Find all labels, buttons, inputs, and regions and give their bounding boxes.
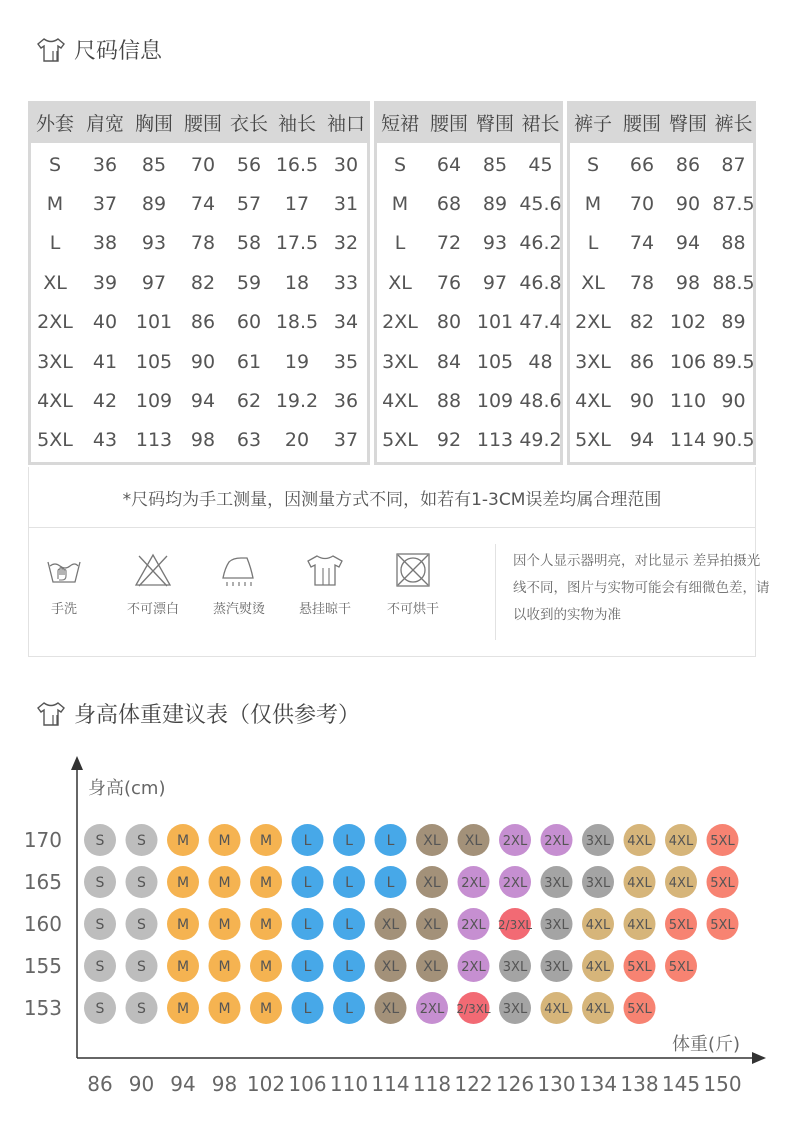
table-cell: 85	[482, 153, 508, 176]
size-dot-label: M	[259, 833, 273, 849]
height-weight-chart	[0, 740, 790, 1123]
size-dot-label: S	[95, 917, 105, 933]
table-cell: 3XL	[575, 350, 611, 373]
table-cell: 74	[190, 193, 216, 216]
jacket-table-header	[28, 101, 370, 143]
size-dot-label: L	[386, 875, 395, 891]
table-cell: 39	[92, 271, 118, 294]
table-cell: 17	[284, 193, 310, 216]
size-dot-label: 4XL	[668, 876, 694, 891]
table-cell: 43	[92, 429, 118, 452]
column-header: 腰围	[622, 112, 661, 135]
table-cell: 18.5	[275, 311, 319, 334]
table-cell: XL	[581, 271, 605, 294]
table-cell: 46.8	[519, 271, 562, 294]
table-cell: 101	[135, 311, 173, 334]
table-cell: 72	[436, 232, 462, 255]
hang-dry-icon	[305, 552, 345, 588]
column-header: 裤长	[714, 112, 753, 135]
table-cell: 64	[436, 153, 462, 176]
table-cell: 58	[236, 232, 262, 255]
table-row	[28, 381, 370, 420]
table-cell: 90.5	[712, 429, 755, 452]
table-cell: 32	[333, 232, 359, 255]
y-tick-label: 165	[23, 870, 62, 894]
table-cell: 59	[236, 271, 262, 294]
size-dot-label: 4XL	[585, 918, 611, 933]
table-cell: 49.2	[519, 429, 562, 452]
table-cell: 86	[675, 153, 701, 176]
table-cell: 46.2	[519, 232, 562, 255]
table-cell: 35	[333, 350, 359, 373]
chart-marks	[24, 824, 742, 1096]
table-cell: 78	[629, 271, 655, 294]
table-row	[28, 263, 370, 302]
size-dot-label: M	[176, 959, 190, 975]
y-tick-label: 153	[23, 996, 62, 1020]
table-cell: 37	[92, 193, 118, 216]
x-tick-label: 126	[495, 1072, 535, 1096]
care-instructions	[28, 527, 770, 657]
table-cell: 78	[190, 232, 216, 255]
size-dot-label: M	[218, 833, 231, 849]
size-dot-label: 2/3XL	[497, 918, 533, 932]
table-cell: XL	[43, 271, 67, 294]
size-dot-label: 5XL	[668, 960, 694, 975]
size-dot-label: S	[137, 959, 146, 975]
no-tumble-dry-icon	[393, 552, 433, 588]
measurement-note-text: *尺码均为手工测量，因测量方式不同，如若有1-3CM误差均属合理范围	[122, 489, 662, 510]
table-cell: 101	[476, 311, 514, 334]
size-dot-label: 2XL	[502, 876, 528, 891]
column-header: 外套	[35, 112, 74, 135]
table-cell: 102	[669, 311, 707, 334]
table-cell: 90	[629, 390, 655, 413]
size-dot-label: 2XL	[544, 834, 569, 849]
table-cell: 45.6	[519, 193, 562, 216]
table-cell: 36	[333, 390, 359, 413]
size-dot-label: 5XL	[710, 876, 735, 891]
table-cell: 94	[190, 390, 216, 413]
size-dot-label: 3XL	[544, 918, 569, 933]
y-tick-label: 170	[23, 828, 62, 852]
table-row	[374, 263, 563, 302]
table-cell: 36	[92, 153, 118, 176]
table-cell: 82	[190, 271, 216, 294]
size-dot-label: 4XL	[627, 876, 652, 891]
table-row	[374, 184, 563, 223]
size-dot-label: L	[345, 875, 353, 891]
table-row	[28, 421, 370, 460]
size-dot-label: M	[218, 875, 231, 891]
pants-table-header	[567, 101, 756, 143]
size-dot-label: L	[345, 959, 353, 975]
size-dot-label: 4XL	[668, 834, 694, 849]
y-axis-arrow	[71, 756, 83, 770]
table-cell: 3XL	[382, 350, 418, 373]
size-dot-label: 3XL	[585, 876, 611, 891]
size-dot-label: XL	[381, 1001, 400, 1017]
size-dot-label: 5XL	[668, 918, 694, 933]
table-cell: 92	[436, 429, 462, 452]
table-cell: 113	[135, 429, 173, 452]
pants-size-table	[567, 101, 756, 465]
size-dot-label: M	[218, 917, 231, 933]
size-dot-label: M	[176, 917, 190, 933]
size-dot-label: XL	[423, 875, 441, 891]
table-row	[28, 145, 370, 184]
table-cell: M	[391, 193, 409, 216]
care-label: 不可漂白	[126, 602, 179, 617]
size-dot-label: L	[345, 917, 353, 933]
size-dot-label: 4XL	[627, 918, 652, 933]
size-dot-label: M	[259, 875, 273, 891]
size-dot-label: 4XL	[627, 834, 652, 849]
table-cell: 3XL	[37, 350, 73, 373]
size-dot-label: 5XL	[710, 918, 735, 933]
table-row	[567, 184, 756, 223]
table-cell: 34	[333, 311, 359, 334]
size-dot-label: M	[259, 1001, 273, 1017]
table-cell: 2XL	[382, 311, 418, 334]
size-dot-label: 4XL	[544, 1002, 569, 1017]
table-cell: 110	[669, 390, 707, 413]
table-row	[567, 145, 756, 184]
table-cell: 90	[190, 350, 216, 373]
table-cell: 60	[236, 311, 262, 334]
table-row	[567, 342, 756, 381]
table-cell: 18	[284, 271, 310, 294]
care-item-steam-iron	[204, 552, 274, 617]
size-dot-label: L	[303, 917, 312, 933]
size-dot-label: M	[218, 1001, 231, 1017]
x-tick-label: 102	[246, 1072, 286, 1096]
table-cell: M	[46, 193, 64, 216]
table-cell: 88.5	[712, 271, 755, 294]
x-tick-label: 150	[703, 1072, 742, 1096]
table-cell: 98	[190, 429, 216, 452]
table-cell: 109	[476, 390, 514, 413]
size-info-title: 尺码信息	[74, 39, 163, 64]
size-dot-label: S	[95, 1001, 105, 1017]
table-cell: 40	[92, 311, 118, 334]
column-header: 臀围	[475, 112, 514, 135]
size-dot-label: S	[95, 959, 105, 975]
measurement-note	[28, 467, 756, 528]
table-cell: 89	[482, 193, 508, 216]
table-cell: 48.6	[519, 390, 562, 413]
table-cell: 113	[476, 429, 514, 452]
table-cell: 61	[236, 350, 262, 373]
hand-wash-icon	[44, 552, 84, 588]
care-item-no-tumble-dry	[378, 552, 448, 617]
table-cell: S	[586, 153, 600, 176]
height-weight-heading	[36, 698, 360, 729]
skirt-table-header	[374, 101, 563, 143]
table-cell: 47.4	[519, 311, 562, 334]
table-cell: 88	[721, 232, 746, 255]
care-divider	[495, 544, 496, 640]
table-cell: 70	[190, 153, 216, 176]
column-header: 肩宽	[85, 112, 124, 135]
table-cell: 45	[528, 153, 553, 176]
table-cell: 88	[436, 390, 462, 413]
table-cell: 89.5	[712, 350, 755, 373]
table-cell: 62	[236, 390, 262, 413]
table-row	[374, 381, 563, 420]
size-dot-label: 5XL	[627, 960, 652, 975]
table-cell: S	[393, 153, 407, 176]
table-row	[374, 145, 563, 184]
size-dot-label: XL	[464, 833, 483, 849]
table-cell: 5XL	[37, 429, 73, 452]
table-cell: 84	[436, 350, 462, 373]
table-row	[567, 224, 756, 263]
size-dot-label: 5XL	[627, 1002, 652, 1017]
size-dot-label: L	[345, 833, 353, 849]
column-header: 腰围	[429, 112, 468, 135]
table-cell: 86	[629, 350, 655, 373]
table-cell: 17.5	[275, 232, 319, 255]
size-dot-label: XL	[423, 833, 441, 849]
x-tick-label: 106	[288, 1072, 327, 1096]
jacket-size-table	[28, 101, 370, 465]
steam-iron-icon	[219, 552, 259, 588]
size-dot-label: 2XL	[502, 834, 528, 849]
table-cell: 76	[436, 271, 462, 294]
size-dot-label: XL	[381, 917, 400, 933]
table-cell: 4XL	[382, 390, 418, 413]
size-dot-label: 3XL	[502, 960, 528, 975]
column-header: 袖口	[326, 112, 365, 135]
x-tick-label: 134	[578, 1072, 618, 1096]
table-row	[567, 303, 756, 342]
table-cell: 57	[236, 193, 262, 216]
table-cell: L	[49, 232, 61, 255]
y-tick-label: 155	[23, 954, 62, 978]
care-item-hand-wash	[29, 552, 99, 617]
table-cell: 4XL	[575, 390, 611, 413]
size-dot-label: 3XL	[502, 1002, 528, 1017]
size-dot-label: L	[303, 833, 312, 849]
x-tick-label: 114	[371, 1072, 410, 1096]
table-cell: 4XL	[37, 390, 73, 413]
size-dot-label: 5XL	[710, 834, 735, 849]
x-tick-label: 122	[454, 1072, 493, 1096]
size-dot-label: M	[176, 833, 190, 849]
table-cell: 87	[721, 153, 746, 176]
care-item-hang-dry	[290, 552, 360, 617]
care-label: 不可烘干	[386, 602, 439, 617]
pants-table-body	[567, 145, 756, 460]
x-tick-label: 98	[211, 1072, 238, 1096]
table-cell: 114	[669, 429, 707, 452]
table-cell: 16.5	[275, 153, 319, 176]
x-tick-label: 94	[170, 1072, 196, 1096]
table-cell: 5XL	[575, 429, 611, 452]
table-cell: 86	[190, 311, 216, 334]
table-cell: 37	[333, 429, 359, 452]
column-header: 裤子	[573, 112, 612, 135]
size-dot-label: L	[303, 1001, 312, 1017]
column-header: 裙长	[521, 112, 560, 135]
skirt-table-body	[374, 145, 563, 460]
table-cell: 98	[675, 271, 701, 294]
height-weight-title: 身高体重建议表（仅供参考）	[74, 703, 361, 728]
size-dot-label: M	[259, 959, 273, 975]
size-dot-label: XL	[423, 959, 441, 975]
table-cell: 19	[284, 350, 310, 373]
table-cell: 80	[436, 311, 462, 334]
table-cell: 97	[482, 271, 508, 294]
table-cell: 5XL	[382, 429, 418, 452]
size-dot-label: 4XL	[585, 960, 611, 975]
tshirt-icon	[36, 37, 66, 63]
x-tick-label: 130	[537, 1072, 576, 1096]
size-dot-label: M	[218, 959, 231, 975]
table-cell: 42	[92, 390, 118, 413]
table-cell: 89	[141, 193, 167, 216]
size-dot-label: 2XL	[461, 918, 486, 933]
table-cell: 68	[436, 193, 462, 216]
size-dot-label: S	[137, 875, 146, 891]
x-tick-label: 86	[87, 1072, 113, 1096]
tshirt-icon	[36, 701, 66, 727]
table-cell: 48	[528, 350, 553, 373]
table-cell: 33	[333, 271, 359, 294]
table-row	[28, 342, 370, 381]
column-header: 衣长	[229, 112, 268, 135]
column-header: 袖长	[277, 112, 316, 135]
skirt-size-table	[374, 101, 563, 465]
table-cell: 97	[141, 271, 167, 294]
table-row	[374, 224, 563, 263]
table-cell: L	[394, 232, 406, 255]
table-cell: 87.5	[712, 193, 755, 216]
x-tick-label: 145	[661, 1072, 701, 1096]
size-dot-label: 2XL	[461, 960, 486, 975]
table-cell: 2XL	[575, 311, 611, 334]
table-cell: 93	[482, 232, 508, 255]
x-axis-arrow	[752, 1052, 766, 1064]
table-cell: 41	[92, 350, 118, 373]
size-dot-label: 2/3XL	[456, 1002, 491, 1016]
no-bleach-icon	[133, 552, 173, 588]
table-cell: 105	[135, 350, 173, 373]
table-row	[374, 421, 563, 460]
size-dot-label: S	[137, 1001, 146, 1017]
size-dot-label: M	[176, 1001, 190, 1017]
table-cell: 82	[629, 311, 655, 334]
x-axis-label: 体重(斤)	[671, 1034, 740, 1055]
size-dot-label: 3XL	[544, 960, 569, 975]
table-row	[374, 342, 563, 381]
size-dot-label: L	[303, 959, 312, 975]
y-tick-label: 160	[23, 912, 62, 936]
size-dot-label: L	[303, 875, 312, 891]
table-cell: 56	[236, 153, 262, 176]
column-header: 腰围	[183, 112, 222, 135]
size-info-heading	[36, 34, 162, 65]
table-cell: XL	[388, 271, 412, 294]
table-row	[28, 224, 370, 263]
column-header: 短裙	[380, 112, 419, 135]
size-dot-label: L	[386, 833, 395, 849]
table-cell: 90	[721, 390, 746, 413]
size-dot-label: S	[95, 875, 105, 891]
column-header: 臀围	[668, 112, 707, 135]
table-cell: 38	[92, 232, 118, 255]
size-dot-label: XL	[381, 959, 400, 975]
x-tick-label: 90	[128, 1072, 155, 1096]
size-dot-label: S	[137, 917, 146, 933]
table-cell: 89	[721, 311, 746, 334]
table-row	[567, 421, 756, 460]
size-dot-label: M	[176, 875, 190, 891]
table-cell: 85	[141, 153, 167, 176]
table-row	[28, 303, 370, 342]
table-row	[567, 381, 756, 420]
table-cell: 30	[333, 153, 359, 176]
table-cell: L	[587, 232, 599, 255]
jacket-table-body	[28, 145, 370, 460]
table-cell: 63	[236, 429, 262, 452]
size-dot-label: S	[95, 833, 105, 849]
table-cell: 70	[629, 193, 655, 216]
table-cell: 2XL	[37, 311, 73, 334]
x-tick-label: 138	[620, 1072, 659, 1096]
table-cell: M	[584, 193, 602, 216]
size-dot-label: 2XL	[419, 1002, 445, 1017]
table-row	[567, 263, 756, 302]
table-cell: S	[48, 153, 62, 176]
y-axis-label: 身高(cm)	[88, 778, 166, 799]
table-cell: 20	[284, 429, 310, 452]
size-dot-label: 4XL	[585, 1002, 611, 1017]
table-cell: 19.2	[275, 390, 319, 413]
care-item-no-bleach	[118, 552, 188, 617]
table-cell: 90	[675, 193, 701, 216]
table-cell: 74	[629, 232, 655, 255]
care-label: 蒸汽熨烫	[212, 602, 265, 617]
color-disclaimer: 因个人显示器明亮，对比显示 差异拍摄光线不同，图片与实物可能会有细微色差，请以收到的实物为准	[513, 553, 770, 623]
table-row	[28, 184, 370, 223]
table-cell: 94	[675, 232, 701, 255]
size-dot-label: S	[137, 833, 146, 849]
table-cell: 109	[135, 390, 173, 413]
x-tick-label: 110	[329, 1072, 369, 1096]
table-cell: 105	[476, 350, 514, 373]
table-cell: 106	[669, 350, 707, 373]
size-dot-label: 3XL	[544, 876, 569, 891]
size-dot-label: 3XL	[585, 834, 611, 849]
care-label: 悬挂晾干	[298, 602, 351, 617]
column-header: 胸围	[134, 112, 173, 135]
care-label: 手洗	[50, 602, 77, 617]
table-cell: 66	[629, 153, 655, 176]
table-cell: 94	[629, 429, 655, 452]
table-row	[374, 303, 563, 342]
size-dot-label: 2XL	[461, 876, 486, 891]
size-dot-label: XL	[423, 917, 441, 933]
size-dot-label: M	[259, 917, 273, 933]
size-dot-label: L	[345, 1001, 353, 1017]
table-cell: 93	[141, 232, 167, 255]
x-tick-label: 118	[412, 1072, 452, 1096]
table-cell: 31	[333, 193, 359, 216]
